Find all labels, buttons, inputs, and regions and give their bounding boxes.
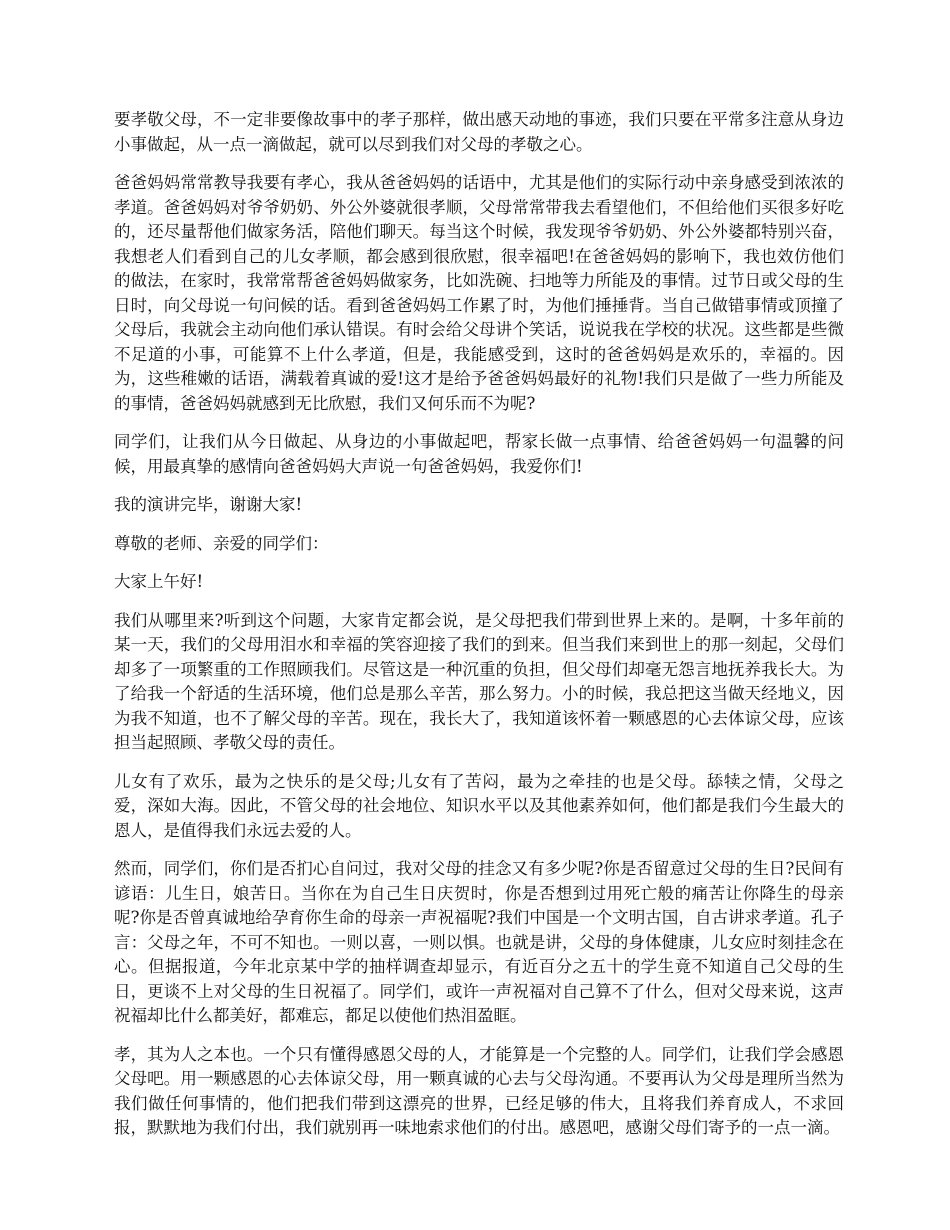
paragraph-4: 我的演讲完毕，谢谢大家! bbox=[114, 495, 303, 514]
paragraph-2: 爸爸妈妈常常教导我要有孝心，我从爸爸妈妈的话语中，尤其是他们的实际行动中亲身感受到浓浓的孝道。爸爸妈妈对爷爷奶奶、外公外婆就很孝顺，父母常常带我去看望他们，不但给他们买很多好吃的，还尽量帮他们做家务活，陪他们聊天。每当这个时候，我发现爷爷奶奶、外公外婆都特别兴奋，我想老人们看到自己的儿女孝顺，都会感到很欣慰，很幸福吧!在爸爸妈妈的影响下，我也效仿他们的做法，在家时，我常常帮爸爸妈妈做家务，比如洗碗、扫地等力所能及的事情。过节日或父母的生日时，向父母说一句问候的话。看到爸爸妈妈工作累了时，为他们捶捶背。当自己做错事情或顶撞了父母后，我就会主动向他们承认错误。有时会给父母讲个笑话，说说我在学校的状况。这些都是些微不足道的小事，可能算不上什么孝道，但是，我能感受到，这时的爸爸妈妈是欢乐的，幸福的。因为，这些稚嫩的话语，满载着真诚的爱!这才是给予爸爸妈妈最好的礼物!我们只是做了一些力所能及的事情，爸爸妈妈就感到无比欣慰，我们又何乐而不为呢? bbox=[114, 173, 844, 413]
paragraph-6: 大家上午好! bbox=[114, 572, 204, 591]
paragraph-3: 同学们，让我们从今日做起、从身边的小事做起吧，帮家长做一点事情、给爸爸妈妈一句温馨的问候，用最真挚的感情向爸爸妈妈大声说一句爸爸妈妈，我爱你们! bbox=[114, 432, 844, 476]
document-page bbox=[114, 108, 844, 1155]
paragraph-5: 尊敬的老师、亲爱的同学们： bbox=[114, 533, 329, 553]
paragraph-10: 孝，其为人之本也。一个只有懂得感恩父母的人，才能算是一个完整的人。同学们，让我们学会感恩父母吧。用一颗感恩的心去体谅父母，用一颗真诚的心去与父母沟通。不要再认为父母是理所当然为我们做任何事情的，他们把我们带到这漂亮的世界，已经足够的伟大，且将我们养育成人，不求回报，默默地为我们付出，我们就别再一味地索求他们的付出。感恩吧，感谢父母们寄予的一点一滴。 bbox=[114, 1044, 844, 1137]
paragraph-1: 要孝敬父母，不一定非要像故事中的孝子那样，做出感天动地的事迹，我们只要在平常多注意从身边小事做起，从一点一滴做起，就可以尽到我们对父母的孝敬之心。 bbox=[114, 110, 844, 154]
paragraph-8: 儿女有了欢乐，最为之快乐的是父母;儿女有了苦闷，最为之牵挂的也是父母。舔犊之情，父母之爱，深如大海。因此，不管父母的社会地位、知识水平以及其他素养如何，他们都是我们今生最大的恩人，是值得我们永远去爱的人。 bbox=[114, 771, 844, 840]
paragraph-9: 然而，同学们，你们是否扪心自问过，我对父母的挂念又有多少呢?你是否留意过父母的生日?民间有谚语：儿生日，娘苦日。当你在为自己生日庆贺时，你是否想到过用死亡般的痛苦让你降生的母亲呢?你是否曾真诚地给孕育你生命的母亲一声祝福呢?我们中国是一个文明古国，自古讲求孝道。孔子言：父母之年，不可不知也。一则以喜，一则以惧。也就是讲，父母的身体健康，儿女应时刻挂念在心。但据报道，今年北京某中学的抽样调查却显示，有近百分之五十的学生竟不知道自己父母的生日，更谈不上对父母的生日祝福了。同学们，或许一声祝福对自己算不了什么，但对父母来说，这声祝福却比什么都美好，都难忘，都足以使他们热泪盈眶。 bbox=[114, 859, 844, 1025]
paragraph-7: 我们从哪里来?听到这个问题，大家肯定都会说，是父母把我们带到世界上来的。是啊，十多年前的某一天，我们的父母用泪水和幸福的笑容迎接了我们的到来。但当我们来到世上的那一刻起，父母们却多了一项繁重的工作照顾我们。尽管这是一种沉重的负担，但父母们却毫无怨言地抚养我长大。为了给我一个舒适的生活环境，他们总是那么辛苦，那么努力。小的时候，我总把这当做天经地义，因为我不知道，也不了解父母的辛苦。现在，我长大了，我知道该怀着一颗感恩的心去体谅父母，应该担当起照顾、孝敬父母的责任。 bbox=[114, 610, 844, 752]
